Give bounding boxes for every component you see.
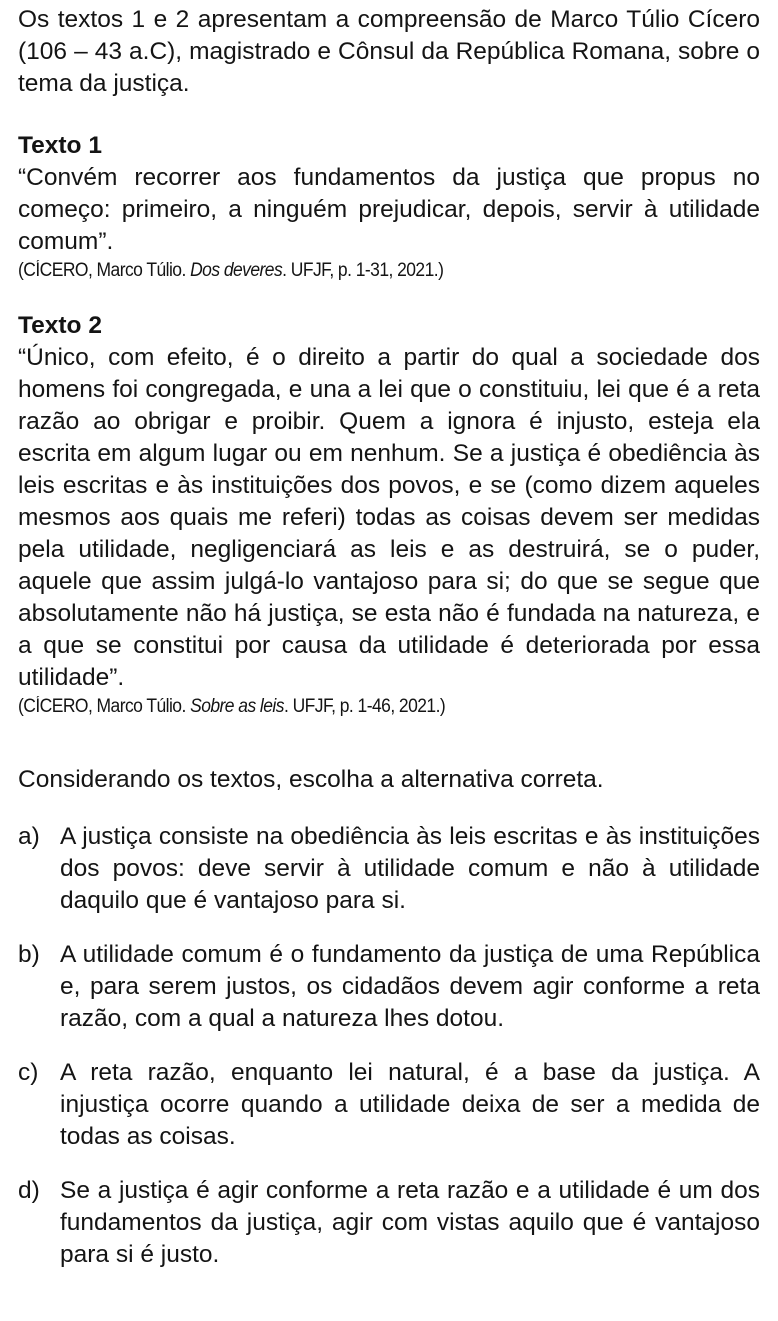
option-text: A justiça consiste na obediência às leis escritas e às instituições dos povos: deve servir à utilidade comum e não à utilidade daquilo que é vantajoso para si.	[60, 822, 760, 914]
option-b[interactable]	[18, 939, 760, 1035]
texto1-citation	[18, 258, 701, 284]
texto2-title: Texto 2	[18, 312, 102, 339]
texto1-cite-prefix: (CÍCERO, Marco Túlio.	[18, 260, 191, 281]
option-letter: c)	[18, 1058, 39, 1086]
texto2-citation	[18, 694, 701, 720]
texto2-cite-prefix: (CÍCERO, Marco Túlio.	[18, 696, 191, 717]
texto1-title: Texto 1	[18, 132, 102, 159]
option-letter: b)	[18, 940, 40, 968]
option-letter: d)	[18, 1176, 40, 1204]
texto2-quote: “Único, com efeito, é o direito a partir do qual a sociedade dos homens foi congregada, e una a lei que o constituiu, lei que é a reta razão ao obrigar e proibir. Quem a ignora é injusto, esteja ela escrita em algum lugar ou em nenhum. Se a justiça é obediência às leis escritas e às instituições dos povos, e se (como dizem aqueles mesmos aos quais me referi) todas as coisas devem ser medidas pela utilidade, negligenciará as leis e as destruirá, se o puder, aquele que assim julgá-lo vantajoso para si; do que se segue que absolutamente não há justiça, se esta não é fundada na natureza, e a que se constitui por causa da utilidade é deteriorada por essa utilidade”.	[18, 344, 760, 691]
option-text: Se a justiça é agir conforme a reta razão e a utilidade é um dos fundamentos da justiça, agir com vistas aquilo que é vantajoso para si é justo.	[60, 1176, 760, 1268]
texto1-cite-suffix: . UFJF, p. 1-31, 2021.)	[282, 260, 444, 281]
option-c[interactable]	[18, 1057, 760, 1153]
texto2-cite-suffix: . UFJF, p. 1-46, 2021.)	[283, 696, 446, 717]
texto1-quote: “Convém recorrer aos fundamentos da justiça que propus no começo: primeiro, a ninguém prejudicar, depois, servir à utilidade comum”.	[18, 164, 760, 255]
option-a[interactable]	[18, 821, 760, 917]
option-letter: a)	[18, 822, 40, 850]
option-text: A utilidade comum é o fundamento da justiça de uma República e, para serem justos, os cidadãos devem agir conforme a reta razão, com a qual a natureza lhes dotou.	[60, 940, 760, 1032]
intro-paragraph: Os textos 1 e 2 apresentam a compreensão de Marco Túlio Cícero (106 – 43 a.C), magistrado e Cônsul da República Romana, sobre o tema da justiça.	[18, 6, 760, 97]
answer-options	[18, 821, 760, 1271]
option-text: A reta razão, enquanto lei natural, é a base da justiça. A injustiça ocorre quando a utilidade deixa de ser a medida de todas as coisas.	[60, 1058, 760, 1150]
texto2-cite-work: Sobre as leis	[190, 696, 284, 717]
texto1-cite-work: Dos deveres	[190, 260, 283, 281]
option-d[interactable]	[18, 1175, 760, 1271]
question-document	[18, 0, 760, 1271]
question-prompt: Considerando os textos, escolha a alternativa correta.	[18, 766, 604, 793]
